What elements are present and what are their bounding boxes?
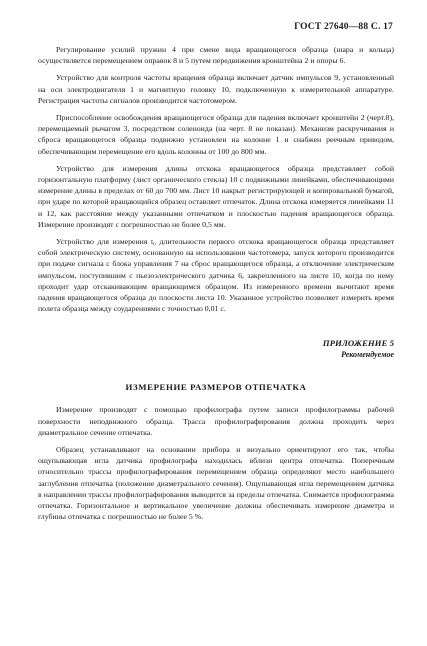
paragraph-sample-setup: Образец устанавливают на основании прибора и визуально ориентируют его так, чтобы ощупывающая игла датчика профилографа находилась вблизи центра отпечатка. Поперечным относительно трассы профилографирования перемещением образца определяют место наибольшего заглубления отпечатка (положение диаметрального сечения). Ощупывающая игла перемещением датчика в направлении трассы профилографирования выводится за пределы отпечатка. Снимается профилограмма отпечатка. Горизонтальное и вертикальное увеличение должны обеспечивать измерение диаметра и глубины отпечатка с погрешностью не более 5 %. xyxy=(38,445,394,522)
paragraph-spring-adjustment: Регулирование усилий пружин 4 при смене вида вращающегося образца (шара и кольца) осуществляется перемещением оправок 8 и 5 путем передвижения кронштейна 2 и опоры 6. xyxy=(38,45,394,66)
paragraph-measurement-method: Измерение производят с помощью профилографа путем записи профилограммы рабочей поверхности неподвижного образца. Трасса профилографирования должна проходить через диаметральное сечение отпечатка. xyxy=(38,405,394,437)
appendix-status: Рекомендуемое xyxy=(341,350,394,360)
appendix-label: ПРИЛОЖЕНИЕ 5 xyxy=(322,338,394,349)
section-title: ИЗМЕРЕНИЕ РАЗМЕРОВ ОТПЕЧАТКА xyxy=(125,382,307,393)
appendix-block xyxy=(38,338,394,360)
paragraph-rotation-control: Устройство для контроля частоты вращения образца включает датчик импульсов 9, установленный на оси электродвигателя 1 и магнитную головку 10, подключенную к измерительной аппаратуре. Регистрация частоты сигналов производится частотомером. xyxy=(38,73,394,105)
paragraph-release-device: Приспособление освобождения вращающегося образца для падения включает кронштейн 2 (черт.8), перемещаемый рычагом 3, посредством соленоида (на черт. 8 не показан). Механизм раскручивания и сброса вращающегося образца подвижно установлен на колонне 1 и снабжен реечным приводом, обеспечивающим перемещение его вдоль колонны от 100 до 800 мм. xyxy=(38,113,394,156)
page-header: ГОСТ 27640—88 С. 17 xyxy=(294,22,393,32)
paragraph-rebound-time: Устройство для измерения t₀ длительности первого отскока вращающегося образца представляет собой электрическую систему, основанную на использовании частотомера, запуск которого производится при подаче сигнала с блока управления 7 на сброс вращающегося образца, а отключение электрическим импульсом, поступившим с пьезоэлектрического датчика 6, закрепленного на листе 10, когда по нему проходит удар отскакивающим вращающимся образцом. Из измеренного времени вычитают время падения вращающегося образца до плоскости листа 10. Указанное устройство позволяет измерить время полета образца между соударениями с точностью 0,01 с. xyxy=(38,237,394,314)
page-body xyxy=(38,44,394,529)
paragraph-rebound-length: Устройство для измерения длины отскока вращающегося образца представляет собой горизонтальную платформу (лист органического стекла) 10 с подвижными линейками, обеспечивающими измерение длины в пределах от 60 до 700 мм. Лист 10 накрыт регистрирующей и копировальной бумагой, при ударе по которой вращающийся образец оставляет отпечаток. Длина отскока измеряется линейками 11 и 12, как расстояние между указанными отпечатком и плоскостью падения вращающегося образца. Измерение производят с погрешностью не более 0,5 мм. xyxy=(38,163,394,229)
